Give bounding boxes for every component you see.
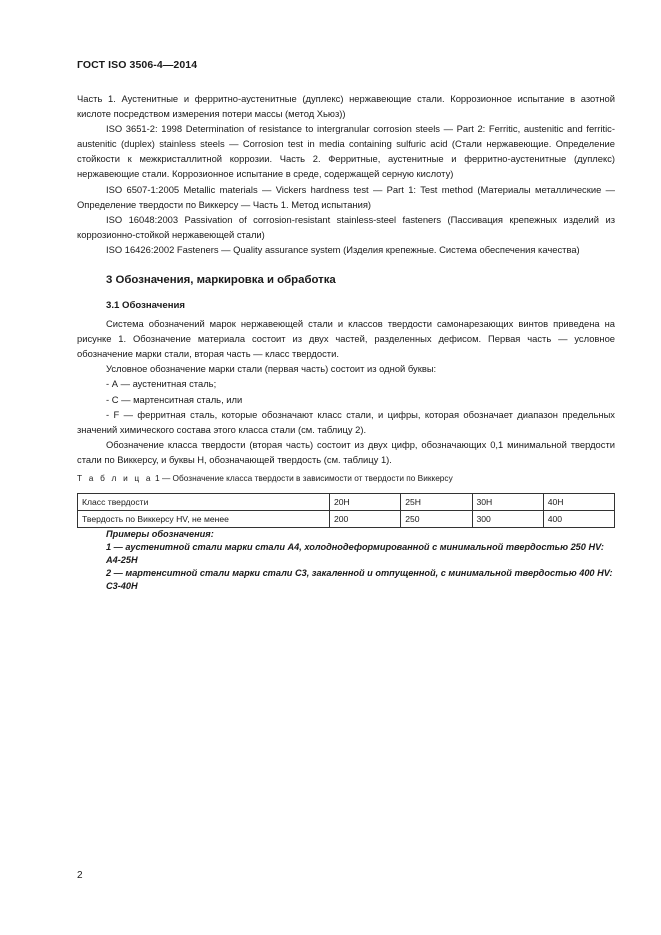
table-cell: 20H	[330, 493, 401, 510]
table-cell: 40H	[543, 493, 614, 510]
subsection-title: 3.1 Обозначения	[106, 300, 185, 312]
example-2-code: C3-40H	[106, 580, 138, 591]
list-item: - С — мартенситная сталь, или	[106, 393, 243, 405]
table-caption	[77, 471, 615, 485]
table-cell: 30H	[472, 493, 543, 510]
table-cell: 250	[401, 510, 472, 527]
table-cell: Класс твердости	[78, 493, 330, 510]
document-body	[77, 91, 615, 593]
reference-continuation: Часть 1. Аустенитные и ферритно-аустенитные (дуплекс) нержавеющие стали. Коррозионное испытание в азотной кислоте посредством измерения потери массы (метод Хьюз))	[77, 93, 615, 120]
table-cell: 200	[330, 510, 401, 527]
examples-heading: Примеры обозначения:	[106, 528, 214, 539]
examples-block	[77, 528, 615, 593]
table-caption-prefix: Т а б л и ц а	[77, 472, 153, 483]
example-1-code: A4-25H	[106, 554, 138, 565]
reference-iso-3651-2: ISO 3651-2: 1998 Determination of resistance to intergranular corrosion steels — Part 2: Ferritic, austenitic and ferritic-austenitic (duplex) stainless steels — Corrosion test in media containing sulfuric acid (Стали нержавеющие. Определение стойкости к межкристаллитной коррозии. Часть 2. Ферритные, аустенитные и ферритно-аустенитные (дуплекс) нержавеющие стали. Коррозионное испытание в среде, содержащей серную кислоту)	[77, 123, 615, 180]
example-2: 2 — мартенситной стали марки стали С3, закаленной и отпущенной, с минимальной твердостью 400 HV:	[106, 567, 613, 578]
table-row	[78, 510, 615, 527]
paragraph: Обозначение класса твердости (вторая часть) состоит из двух цифр, обозначающих 0,1 минимальной твердости стали по Виккерсу, и буквы Н, обозначающей твердость (см. таблицу 1).	[77, 438, 615, 465]
table-cell: 400	[543, 510, 614, 527]
table-caption-text: 1 — Обозначение класса твердости в зависимости от твердости по Виккерсу	[155, 472, 453, 483]
table-cell: 300	[472, 510, 543, 527]
table-row	[78, 493, 615, 510]
reference-iso-16426: ISO 16426:2002 Fasteners — Quality assurance system (Изделия крепежные. Система обеспечения качества)	[106, 243, 580, 255]
list-item: - F — ферритная сталь, которые обозначают класс стали, и цифры, которая обозначает диапазон предельных значений химического состава этого класса стали (см. таблицу 2).	[77, 408, 615, 435]
table-cell: Твердость по Виккерсу HV, не менее	[78, 510, 330, 527]
paragraph: Система обозначений марок нержавеющей стали и классов твердости самонарезающих винтов приведена на рисунке 1. Обозначение материала состоит из двух частей, разделенных дефисом. Первая часть — условное обозначение марки стали, вторая часть — класс твердости.	[77, 318, 615, 360]
paragraph: Условное обозначение марки стали (первая часть) состоит из одной буквы:	[106, 363, 437, 375]
section-title: 3 Обозначения, маркировка и обработка	[106, 274, 336, 287]
hardness-class-table	[77, 493, 615, 528]
list-item: - А — аустенитная сталь;	[106, 378, 217, 390]
reference-iso-6507-1: ISO 6507-1:2005 Metallic materials — Vickers hardness test — Part 1: Test method (Материалы металлические — Определение твердости по Виккерсу — Часть 1. Метод испытания)	[77, 183, 615, 210]
page-number: 2	[77, 870, 83, 881]
table-cell: 25H	[401, 493, 472, 510]
reference-iso-16048: ISO 16048:2003 Passivation of corrosion-resistant stainless-steel fasteners (Пассивация крепежных изделий из коррозионно-стойкой нержавеющей стали)	[77, 213, 615, 240]
example-1: 1 — аустенитной стали марки стали А4, холоднодеформированной с минимальной твердостью 250 HV:	[106, 541, 604, 552]
document-header: ГОСТ ISO 3506-4—2014	[77, 59, 198, 71]
